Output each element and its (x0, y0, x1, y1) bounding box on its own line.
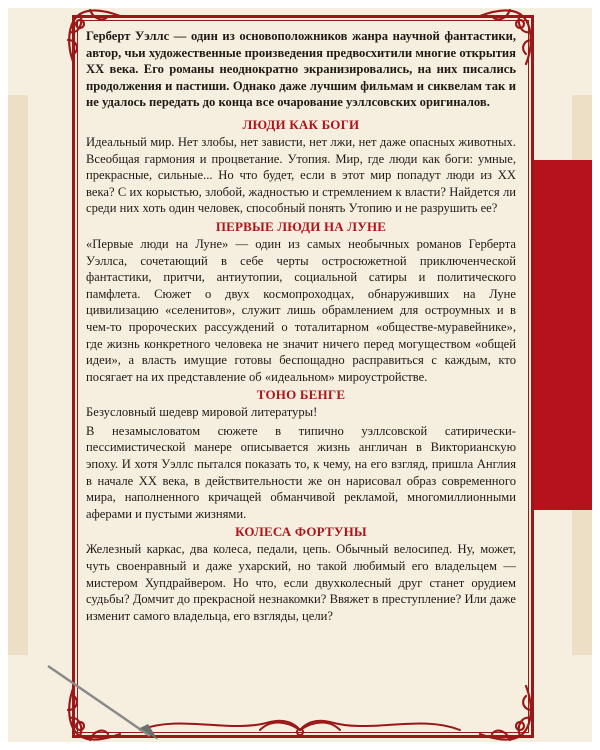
left-side-band (8, 95, 28, 655)
section-title: ПЕРВЫЕ ЛЮДИ НА ЛУНЕ (215, 218, 387, 234)
intro-paragraph: Герберт Уэллс — один из основоположников жанра научной фантастики, автор, чьи художественные произведения предвосхитили многие открытия XX века. Его романы неоднократно экранизировались, на них писались продолжения и пастиши. Однако даже лучшим фильмам и сиквелам так и не удалось передать до конца все очарование уэллсовских оригиналов. (86, 29, 516, 110)
pen-icon (40, 660, 170, 740)
section-paragraph: Железный каркас, два колеса, педали, цепь. Обычный велосипед. Ну, может, чуть своенравный и даже ухарский, но такой любимый его владельцем — мистером Хупдрайвером. Но что, если двухколесный друг станет орудием судьбы? Домчит до прекрасной незнакомки? Ввяжет в преступление? Или даже изменит самого владельца, его взгляды, цели? (86, 542, 516, 623)
document-content (86, 28, 516, 626)
section-title: ЛЮДИ КАК БОГИ (242, 116, 360, 132)
section-paragraph: Безусловный шедевр мировой литературы! (86, 405, 318, 420)
section-paragraph: В незамысловатом сюжете в типично уэллсовской сатирически-пессимистической манере описывается жизнь англичан в Викторианскую эпоху. И хотя Уэллс пытался показать то, к чему, на его взгляд, пришла Англия в начале XX века, в действительности же он нарисовал образ современного мира, наполненного кричащей обманчивой рекламой, многомиллионными аферами и пустыми жизнями. (86, 423, 516, 521)
section-title: КОЛЕСА ФОРТУНЫ (235, 524, 367, 540)
section-paragraph: Идеальный мир. Нет злобы, нет зависти, нет лжи, нет даже опасных животных. Всеобщая гармония и процветание. Утопия. Мир, где люди как боги: умные, прекрасные, сильные... Но что будет, если в этот мир попадут люди из XX века? С их корыстью, злобой, жадностью и стремлением к власти? Найдется ли среди них хоть один человек, способный понять Утопию и не разрушить ее? (86, 134, 516, 216)
section-title: ТОНО БЕНГЕ (256, 387, 346, 403)
section-paragraph: «Первые люди на Луне» — один из самых необычных романов Герберта Уэллса, сочетающий в себе черты остросюжетной приключенческой фантастики, притчи, антиутопии, социальной сатиры и политического памфлета. Сюжет о двух космопроходцах, обнаруживших на Луне цивилизацию «селенитов», служит лишь обрамлением для остроумных и в чем-то пророческих рассуждений о тоталитарном «обществе-муравейнике», где жизнь конкретного человека не значит ничего перед могуществом «общей идеи», а власть имущие готовы беспощадно расправиться с каждым, кто посягает на их представление об «идеальном» мироустройстве. (86, 236, 516, 384)
